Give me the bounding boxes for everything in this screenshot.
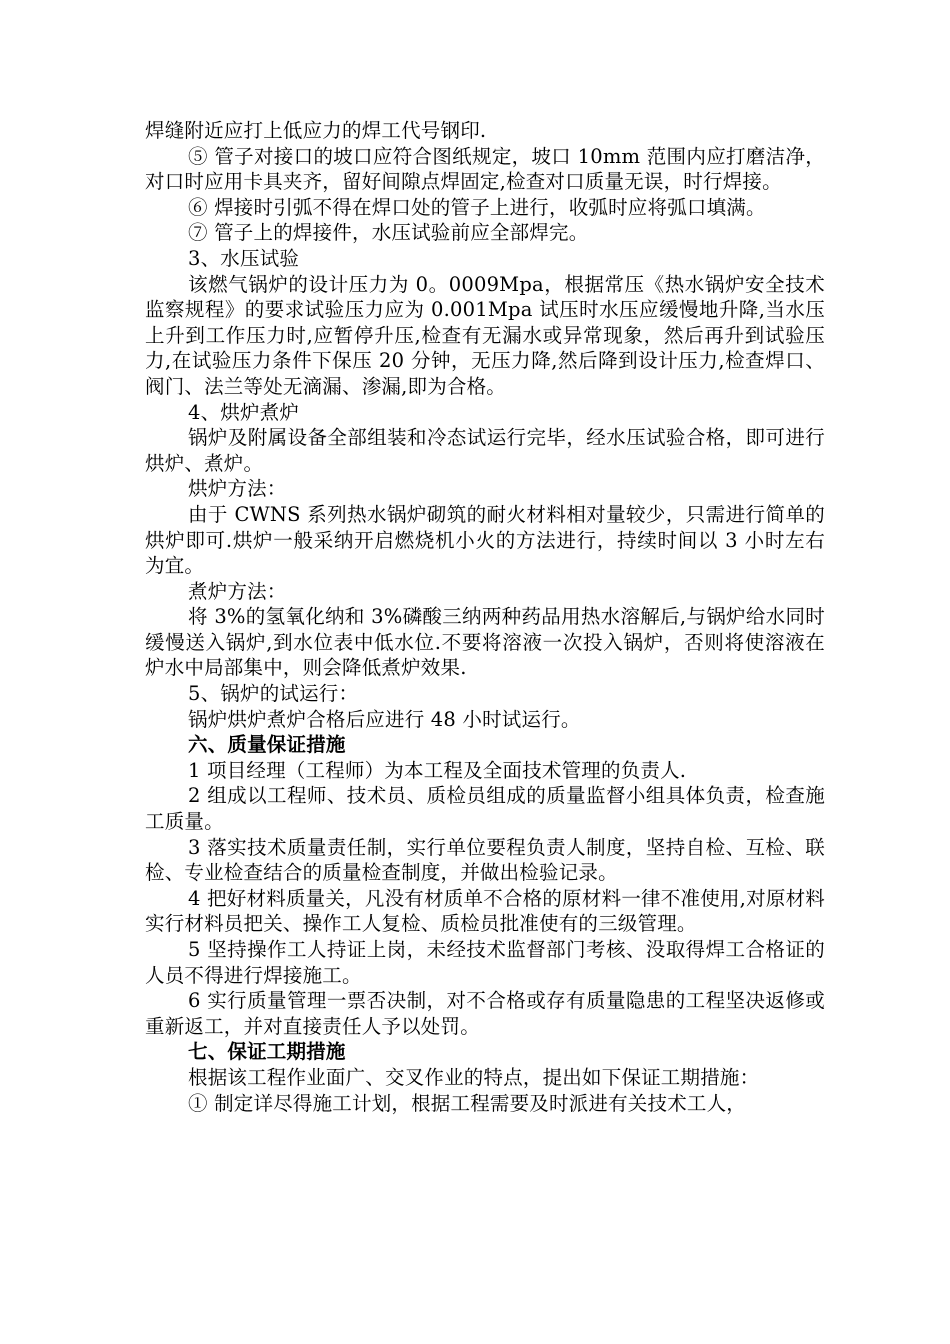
paragraph: 锅炉及附属设备全部组装和冷态试运行完毕，经水压试验合格，即可进行烘炉、煮炉。: [145, 426, 825, 475]
section-heading: 六、质量保证措施: [188, 733, 346, 757]
paragraph: 3、水压试验: [188, 246, 300, 270]
paragraph: 该燃气锅炉的设计压力为 0。0009Mpa，根据常压《热水锅炉安全技术监察规程》的要求试验压力应为 0.001Mpa 试压时水压应缓慢地升降,当水压上升到工作压力时,应暂停升压,检查有无漏水或异常现象，然后再升到试验压力,在试验压力条件下保压 20 分钟，无压力降,然后降到设计压力,检查焊口、阀门、法兰等处无滴漏、渗漏,即为合格。: [145, 272, 825, 398]
paragraph: 煮炉方法：: [188, 579, 287, 603]
paragraph: ⑥ 焊接时引弧不得在焊口处的管子上进行，收弧时应将弧口填满。: [188, 195, 766, 219]
paragraph: ⑤ 管子对接口的坡口应符合图纸规定，坡口 10mm 范围内应打磨洁净，对口时应用卡具夹齐，留好间隙点焊固定,检查对口质量无误，时行焊接。: [145, 144, 825, 194]
paragraph: 锅炉烘炉煮炉合格后应进行 48 小时试运行。: [188, 707, 581, 731]
paragraph: ① 制定详尽得施工计划，根据工程需要及时派进有关技术工人，: [188, 1091, 746, 1115]
paragraph: 根据该工程作业面广、交叉作业的特点，提出如下保证工期措施：: [188, 1065, 760, 1089]
document-body: [145, 118, 825, 1116]
paragraph: 3 落实技术质量责任制，实行单位要程负责人制度，坚持自检、互检、联检、专业检查结合的质量检查制度，并做出检验记录。: [145, 835, 825, 885]
paragraph: 5、锅炉的试运行：: [188, 682, 359, 706]
paragraph: 4 把好材料质量关，凡没有材质单不合格的原材料一律不准使用,对原材料实行材料员把关、操作工人复检、质检员批准使有的三级管理。: [145, 886, 825, 936]
section-heading: 七、保证工期措施: [188, 1040, 346, 1064]
paragraph: 烘炉方法：: [188, 477, 287, 501]
paragraph: 2 组成以工程师、技术员、质检员组成的质量监督小组具体负责，检查施工质量。: [145, 784, 825, 834]
paragraph: 6 实行质量管理一票否决制，对不合格或存有质量隐患的工程坚决返修或重新返工，并对直接责任人予以处罚。: [145, 989, 825, 1038]
paragraph: 由于 CWNS 系列热水锅炉砌筑的耐火材料相对量较少，只需进行简单的烘炉即可.烘炉一般采纳开启燃烧机小火的方法进行，持续时间以 3 小时左右为宜。: [145, 502, 825, 578]
paragraph: 5 坚持操作工人持证上岗，未经技术监督部门考核、没取得焊工合格证的人员不得进行焊接施工。: [145, 938, 825, 987]
paragraph: 焊缝附近应打上低应力的焊工代号钢印.: [145, 119, 487, 142]
paragraph: 1 项目经理（工程师）为本工程及全面技术管理的负责人.: [188, 758, 687, 782]
paragraph: ⑦ 管子上的焊接件，水压试验前应全部焊完。: [188, 221, 589, 245]
paragraph: 4、烘炉煮炉: [188, 400, 300, 424]
paragraph: 将 3%的氢氧化纳和 3%磷酸三纳两种药品用热水溶解后,与锅炉给水同时缓慢送入锅炉,到水位表中低水位.不要将溶液一次投入锅炉，否则将使溶液在炉水中局部集中，则会降低煮炉效果.: [145, 605, 825, 680]
